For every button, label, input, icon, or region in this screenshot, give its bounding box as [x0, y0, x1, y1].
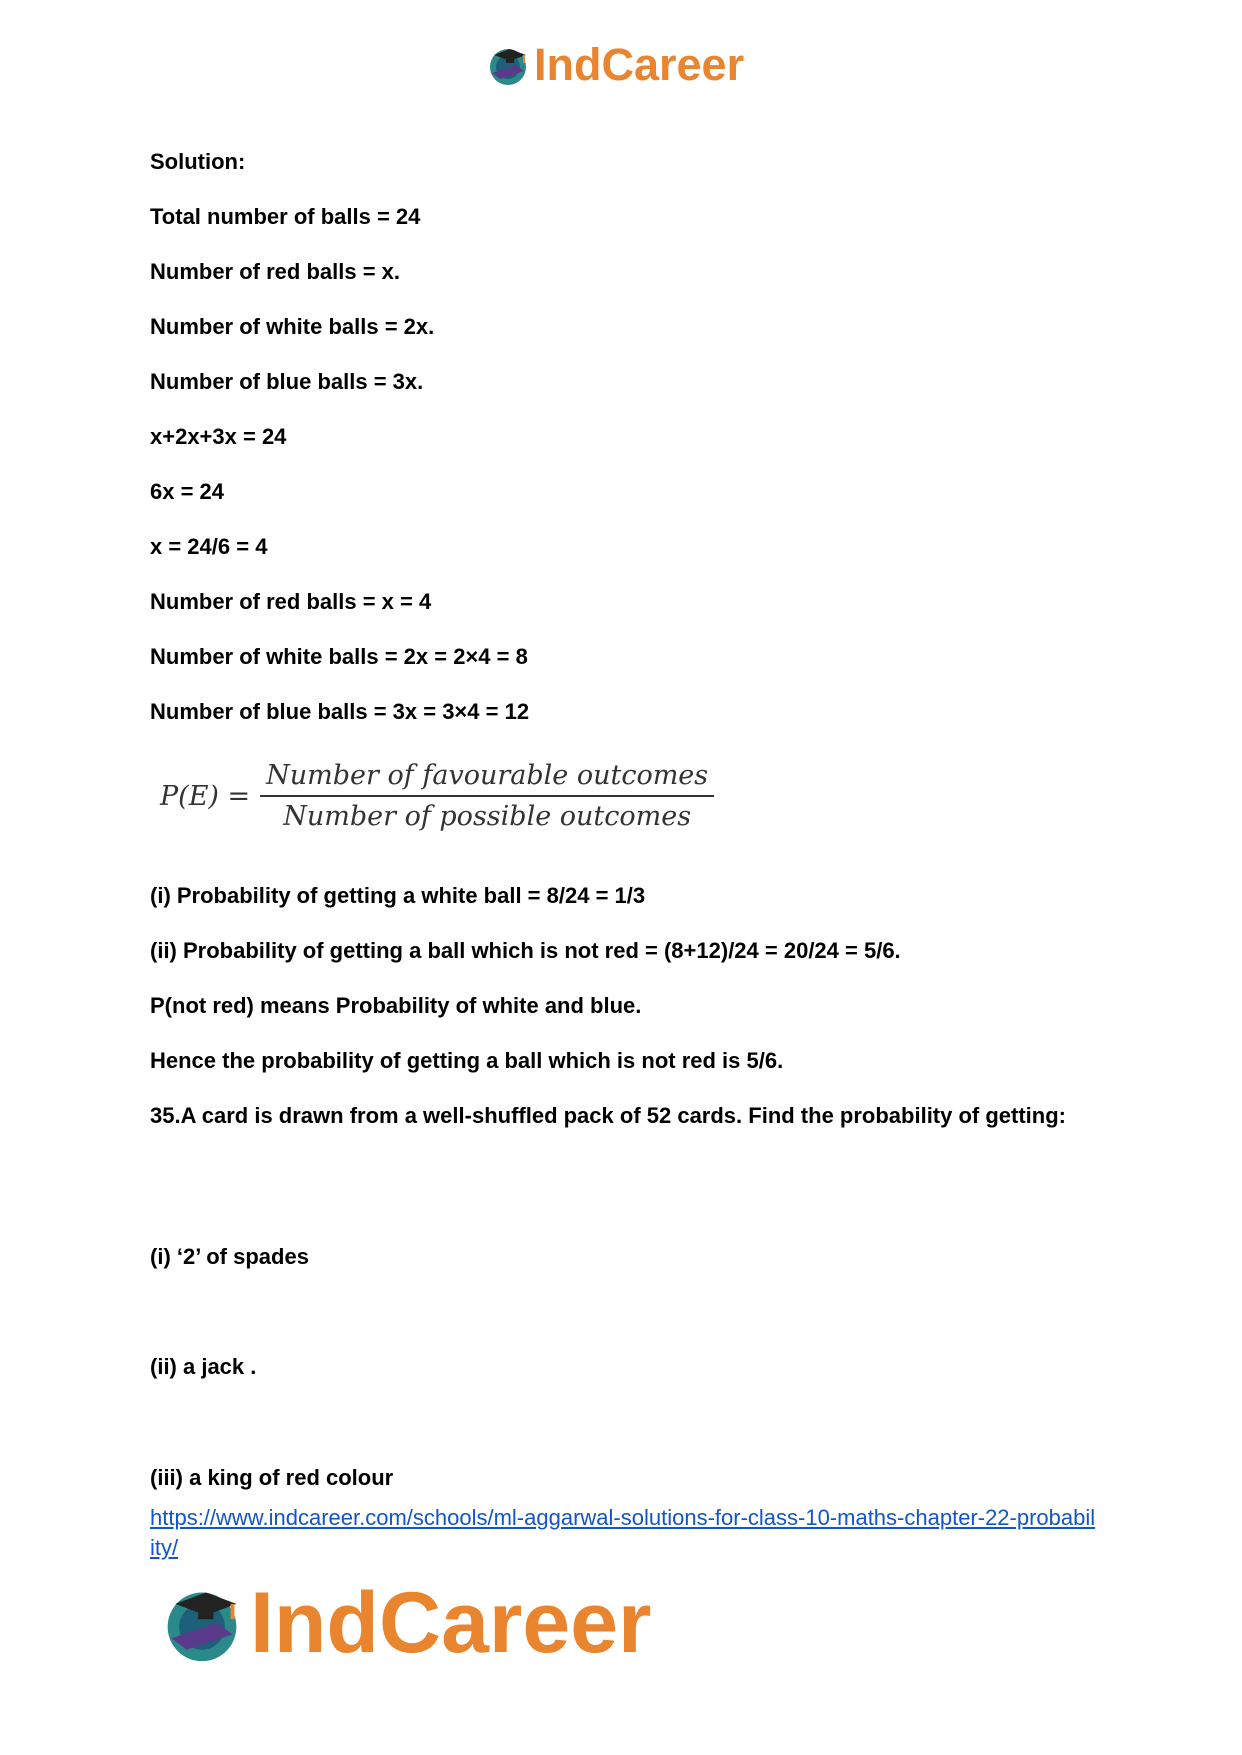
question-35: 35.A card is drawn from a well-shuffled pack of 52 cards. Find the probability of getting:	[150, 1103, 1066, 1128]
text-line: P(not red) means Probability of white and blue.	[150, 993, 642, 1018]
graduation-cap-globe-icon	[486, 43, 530, 87]
text-line: 6x = 24	[150, 479, 225, 504]
text-line: Number of white balls = 2x = 2×4 = 8	[150, 644, 528, 669]
logo-text: IndCareer	[534, 39, 745, 90]
footer-logo	[160, 1575, 652, 1671]
formula-fraction	[260, 760, 714, 832]
text-line: Number of blue balls = 3x.	[150, 369, 424, 394]
source-link[interactable]: https://www.indcareer.com/schools/ml-aggarwal-solutions-for-class-10-maths-chapter-22-probability/	[150, 1505, 1096, 1560]
text-line: x = 24/6 = 4	[150, 534, 268, 559]
logo-text: IndCareer	[250, 1575, 652, 1671]
header-logo	[486, 39, 745, 90]
text-line: Hence the probability of getting a ball which is not red is 5/6.	[150, 1048, 784, 1073]
text-line: Number of white balls = 2x.	[150, 314, 435, 339]
answer-line: (ii) Probability of getting a ball which is not red = (8+12)/24 = 20/24 = 5/6.	[150, 938, 901, 963]
text-line: Number of blue balls = 3x = 3×4 = 12	[150, 699, 530, 724]
question-part: (i) ‘2’ of spades	[150, 1244, 309, 1269]
question-part: (ii) a jack .	[150, 1354, 257, 1379]
graduation-cap-globe-icon	[160, 1581, 244, 1665]
formula-numerator: Number of favourable outcomes	[260, 760, 714, 797]
text-line: Total number of balls = 24	[150, 204, 421, 229]
probability-formula	[160, 756, 709, 836]
text-line: Number of red balls = x.	[150, 259, 401, 284]
answer-line: (i) Probability of getting a white ball = 8/24 = 1/3	[150, 883, 646, 908]
question-part: (iii) a king of red colour	[150, 1465, 394, 1490]
text-line: Number of red balls = x = 4	[150, 589, 432, 614]
formula-denominator: Number of possible outcomes	[283, 801, 692, 832]
formula-lhs: P(E) =	[160, 780, 251, 812]
text-line: x+2x+3x = 24	[150, 424, 287, 449]
solution-heading: Solution:	[150, 149, 246, 174]
